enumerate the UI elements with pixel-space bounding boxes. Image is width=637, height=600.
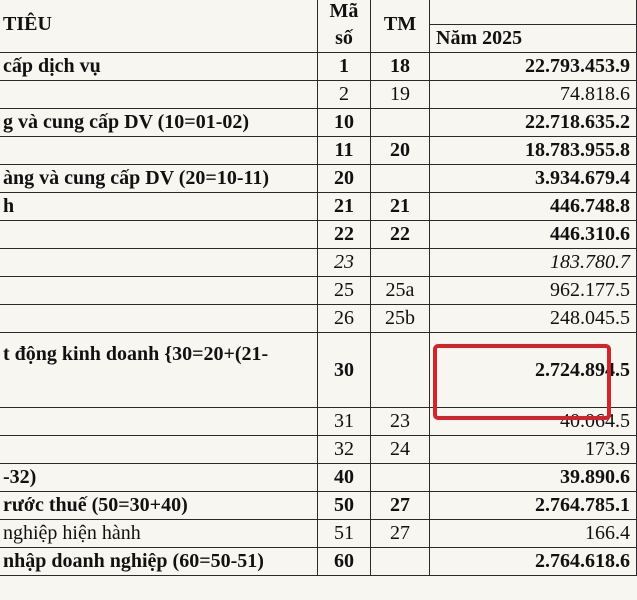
header-code-line2: số [335, 26, 353, 49]
table-row [0, 548, 637, 576]
row-code: 40 [318, 464, 371, 492]
row-code: 23 [318, 249, 371, 277]
table-row [0, 221, 637, 249]
row-code: 60 [318, 548, 371, 576]
header-code [318, 0, 371, 53]
table-row [0, 492, 637, 520]
table-row [0, 249, 637, 277]
row-note: 24 [371, 436, 430, 464]
table-row [0, 81, 637, 109]
row-name: g và cung cấp DV (10=01-02) [0, 109, 318, 137]
row-value: 183.780.7 [430, 249, 637, 277]
row-code: 32 [318, 436, 371, 464]
row-code: 50 [318, 492, 371, 520]
row-name: àng và cung cấp DV (20=10-11) [0, 165, 318, 193]
row-value: 2.724.894.5 [430, 333, 637, 408]
row-note: 23 [371, 408, 430, 436]
row-name [0, 137, 318, 165]
header-year: Năm 2025 [430, 25, 637, 53]
row-name [0, 81, 318, 109]
row-name [0, 305, 318, 333]
row-value: 962.177.5 [430, 277, 637, 305]
row-code: 10 [318, 109, 371, 137]
row-name [0, 221, 318, 249]
row-value: 173.9 [430, 436, 637, 464]
header-note: TM [371, 0, 430, 53]
table-row [0, 408, 637, 436]
row-name: nghiệp hiện hành [0, 520, 318, 548]
row-value: 2.764.785.1 [430, 492, 637, 520]
row-note [371, 249, 430, 277]
table-row [0, 193, 637, 221]
table-row [0, 109, 637, 137]
row-code: 1 [318, 53, 371, 81]
row-code: 22 [318, 221, 371, 249]
row-name [0, 436, 318, 464]
row-code: 20 [318, 165, 371, 193]
row-code: 21 [318, 193, 371, 221]
row-note [371, 165, 430, 193]
row-note [371, 333, 430, 408]
row-value: 446.310.6 [430, 221, 637, 249]
row-code: 51 [318, 520, 371, 548]
table-row [0, 165, 637, 193]
row-name: rước thuế (50=30+40) [0, 492, 318, 520]
row-value: 248.045.5 [430, 305, 637, 333]
row-note: 20 [371, 137, 430, 165]
row-note: 25a [371, 277, 430, 305]
row-note [371, 548, 430, 576]
header-year-group [430, 0, 637, 25]
row-code: 26 [318, 305, 371, 333]
row-value: 446.748.8 [430, 193, 637, 221]
table-row [0, 520, 637, 548]
row-value: 166.4 [430, 520, 637, 548]
row-note: 27 [371, 492, 430, 520]
table-row [0, 137, 637, 165]
row-name [0, 277, 318, 305]
table-row [0, 464, 637, 492]
header-code-line1: Mã [329, 0, 359, 22]
table-row [0, 277, 637, 305]
row-value: 18.783.955.8 [430, 137, 637, 165]
row-name: t động kinh doanh {30=20+(21- [0, 333, 318, 408]
row-note: 19 [371, 81, 430, 109]
row-note: 18 [371, 53, 430, 81]
row-value: 2.764.618.6 [430, 548, 637, 576]
row-note: 25b [371, 305, 430, 333]
table-row [0, 305, 637, 333]
table-row [0, 53, 637, 81]
row-note [371, 464, 430, 492]
row-value: 74.818.6 [430, 81, 637, 109]
row-code: 11 [318, 137, 371, 165]
table-row [0, 333, 637, 408]
row-name: h [0, 193, 318, 221]
row-value: 40.064.5 [430, 408, 637, 436]
row-name: -32) [0, 464, 318, 492]
row-name: cấp dịch vụ [0, 53, 318, 81]
row-code: 25 [318, 277, 371, 305]
row-code: 31 [318, 408, 371, 436]
row-name [0, 408, 318, 436]
row-name [0, 249, 318, 277]
row-value: 22.718.635.2 [430, 109, 637, 137]
row-note [371, 109, 430, 137]
row-note: 27 [371, 520, 430, 548]
table-row [0, 436, 637, 464]
row-value: 3.934.679.4 [430, 165, 637, 193]
table-header-row [0, 0, 637, 25]
row-note: 21 [371, 193, 430, 221]
header-indicator: TIÊU [0, 0, 318, 53]
row-name: nhập doanh nghiệp (60=50-51) [0, 548, 318, 576]
row-code: 30 [318, 333, 371, 408]
row-value: 39.890.6 [430, 464, 637, 492]
table-body [0, 53, 637, 576]
row-note: 22 [371, 221, 430, 249]
row-code: 2 [318, 81, 371, 109]
row-value: 22.793.453.9 [430, 53, 637, 81]
